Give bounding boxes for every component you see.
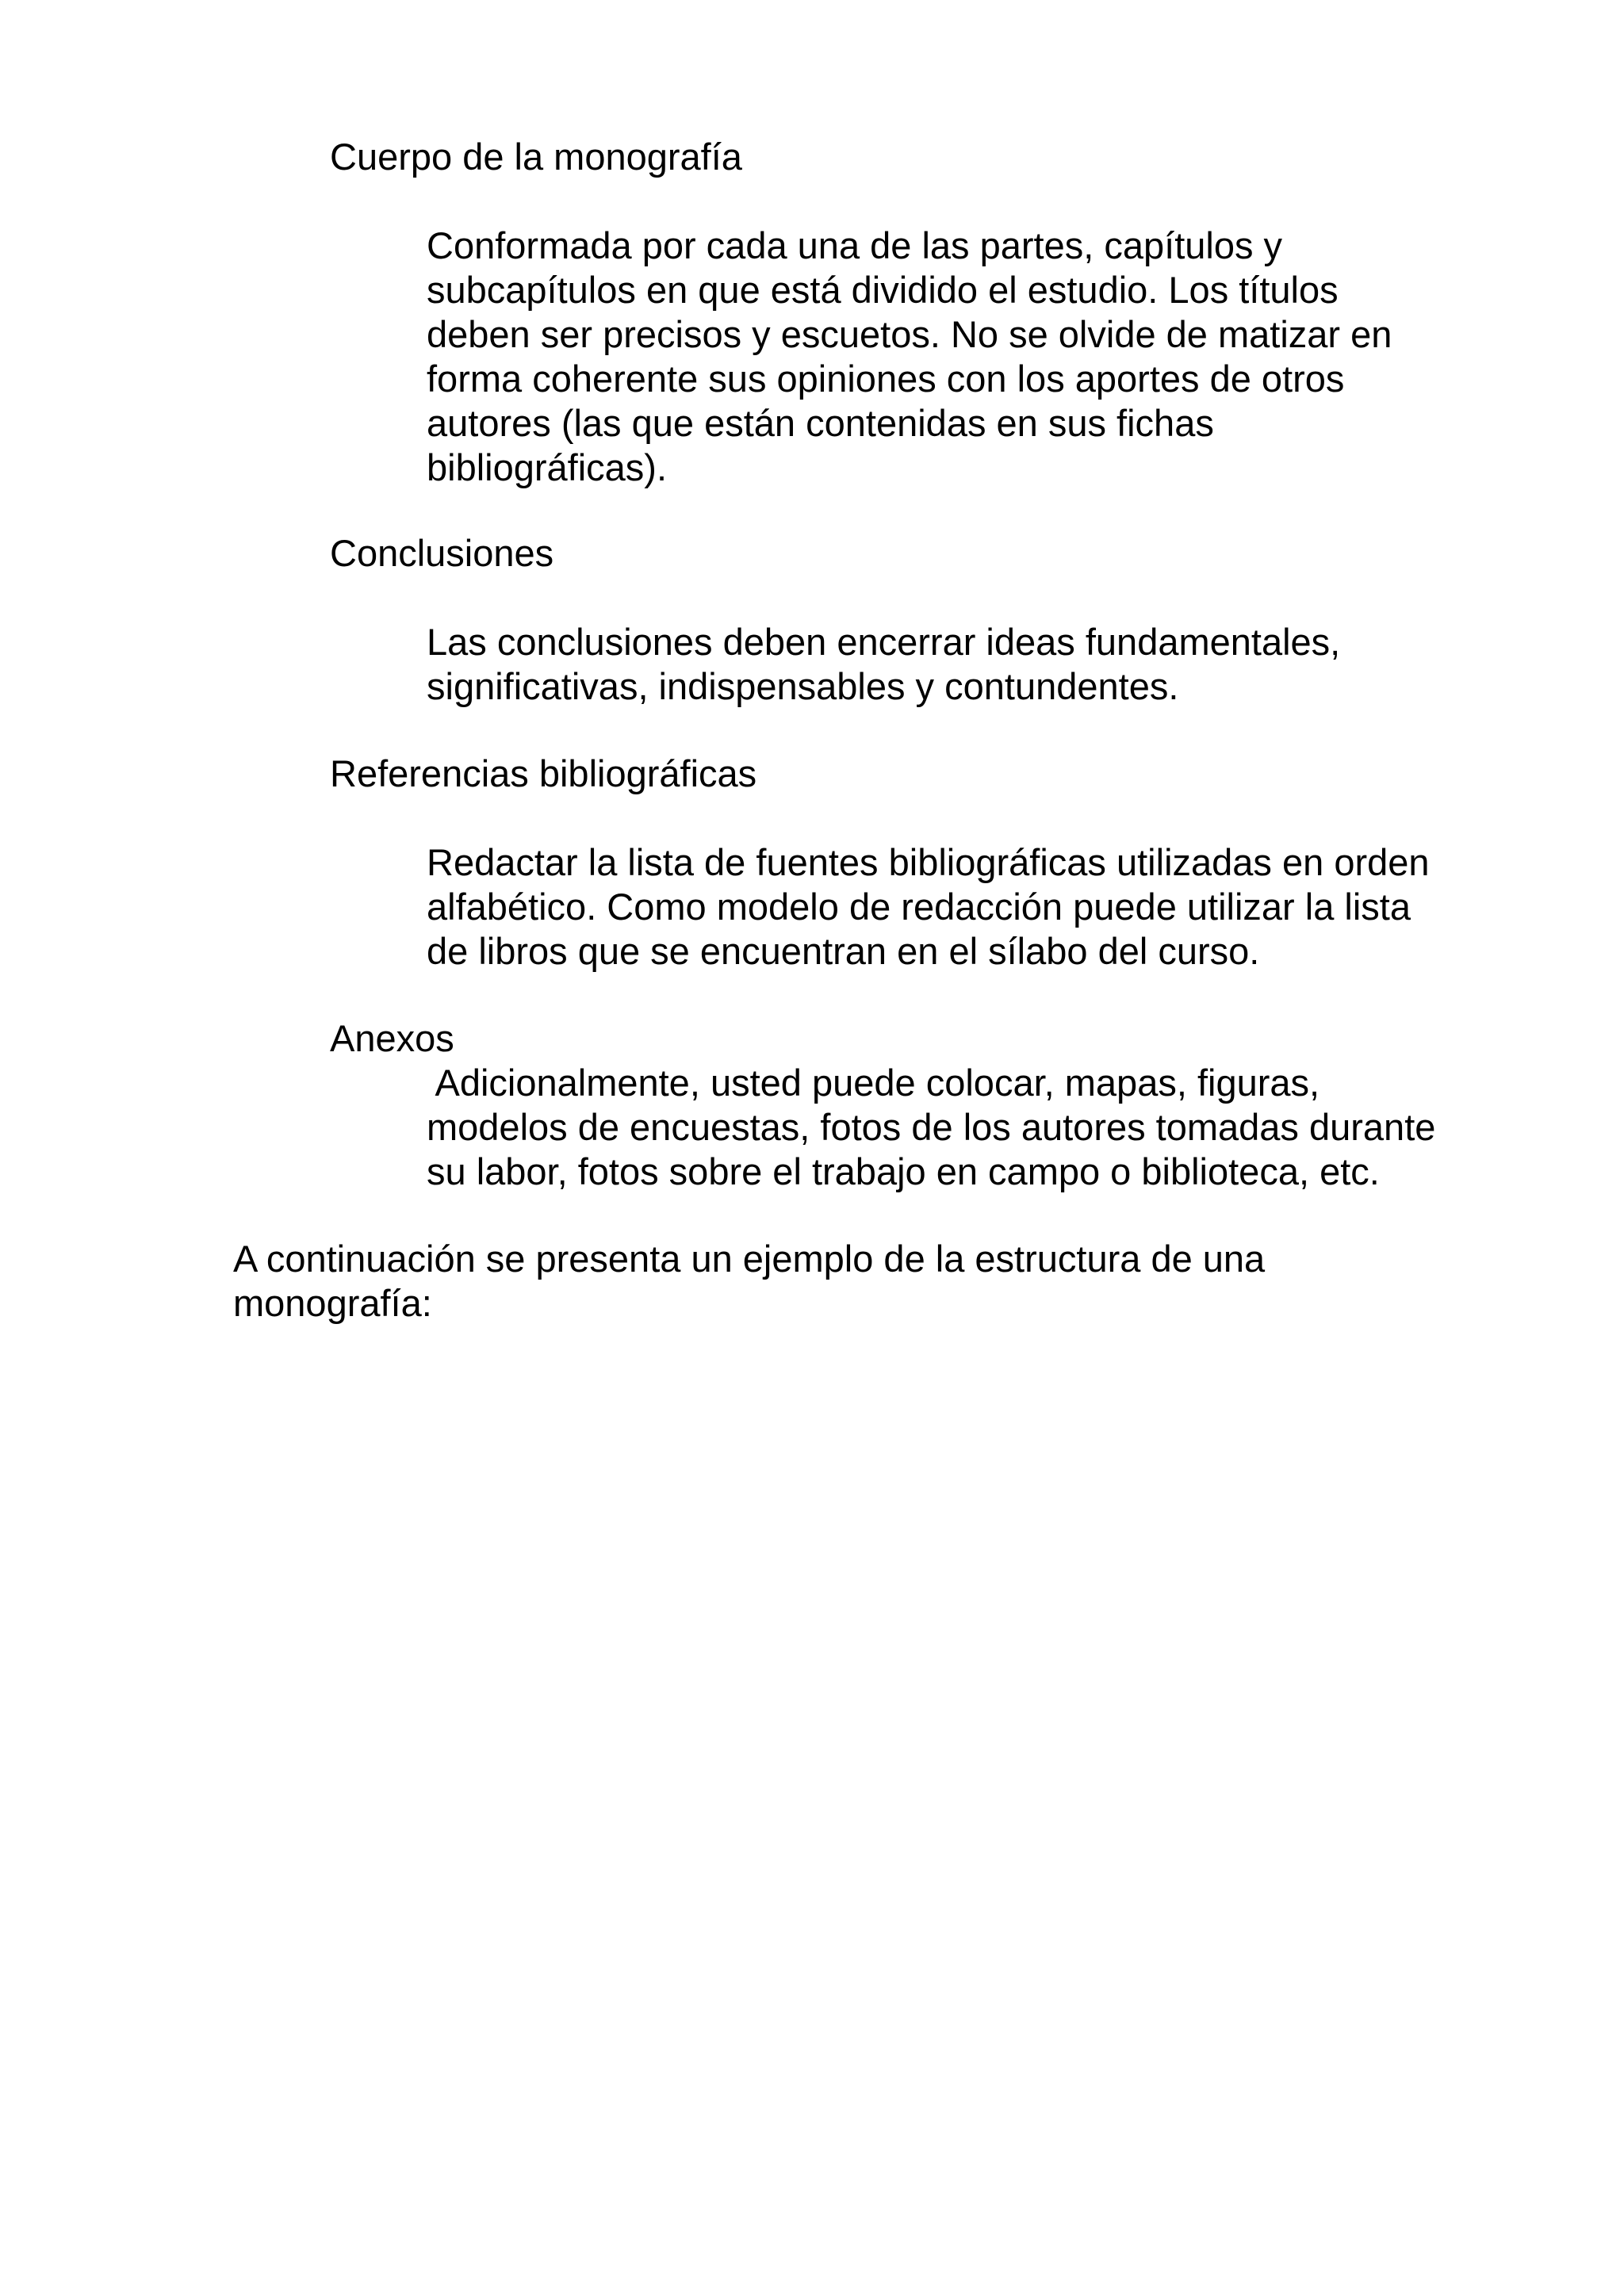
paragraph-line: monografía: [233, 1282, 432, 1324]
paragraph-line: subcapítulos en que está dividido el estudio. Los títulos [427, 269, 1339, 311]
paragraph-line: Redactar la lista de fuentes bibliográficas utilizadas en orden [427, 841, 1430, 883]
paragraph-line: Adicionalmente, usted puede colocar, mapas, figuras, [427, 1062, 1320, 1104]
paragraph-line: alfabético. Como modelo de redacción puede utilizar la lista [427, 886, 1411, 928]
paragraph-line: Las conclusiones deben encerrar ideas fundamentales, [427, 621, 1341, 663]
section-heading-conclusiones: Conclusiones [330, 532, 554, 574]
paragraph-line: forma coherente sus opiniones con los aportes de otros [427, 358, 1345, 400]
section-paragraph-anexos [427, 1061, 1435, 1194]
section-heading-anexos: Anexos [330, 1017, 454, 1059]
paragraph-line: Conformada por cada una de las partes, capítulos y [427, 224, 1283, 266]
paragraph-line: deben ser precisos y escuetos. No se olvide de matizar en [427, 313, 1392, 355]
paragraph-line: significativas, indispensables y contundentes. [427, 665, 1179, 707]
paragraph-line: su labor, fotos sobre el trabajo en campo o biblioteca, etc. [427, 1150, 1380, 1192]
paragraph-line: A continuación se presenta un ejemplo de la estructura de una [233, 1238, 1266, 1280]
section-paragraph-conclusiones [427, 620, 1340, 709]
section-paragraph-referencias [427, 840, 1430, 974]
section-heading-cuerpo: Cuerpo de la monografía [330, 136, 742, 178]
paragraph-line: de libros que se encuentran en el sílabo del curso. [427, 930, 1260, 972]
outro-paragraph [233, 1237, 1265, 1326]
section-paragraph-cuerpo [427, 224, 1392, 490]
paragraph-line: modelos de encuestas, fotos de los autores tomadas durante [427, 1106, 1436, 1148]
paragraph-line: autores (las que están contenidas en sus fichas [427, 402, 1214, 444]
section-heading-referencias: Referencias bibliográficas [330, 752, 757, 794]
paragraph-line: bibliográficas). [427, 446, 668, 488]
